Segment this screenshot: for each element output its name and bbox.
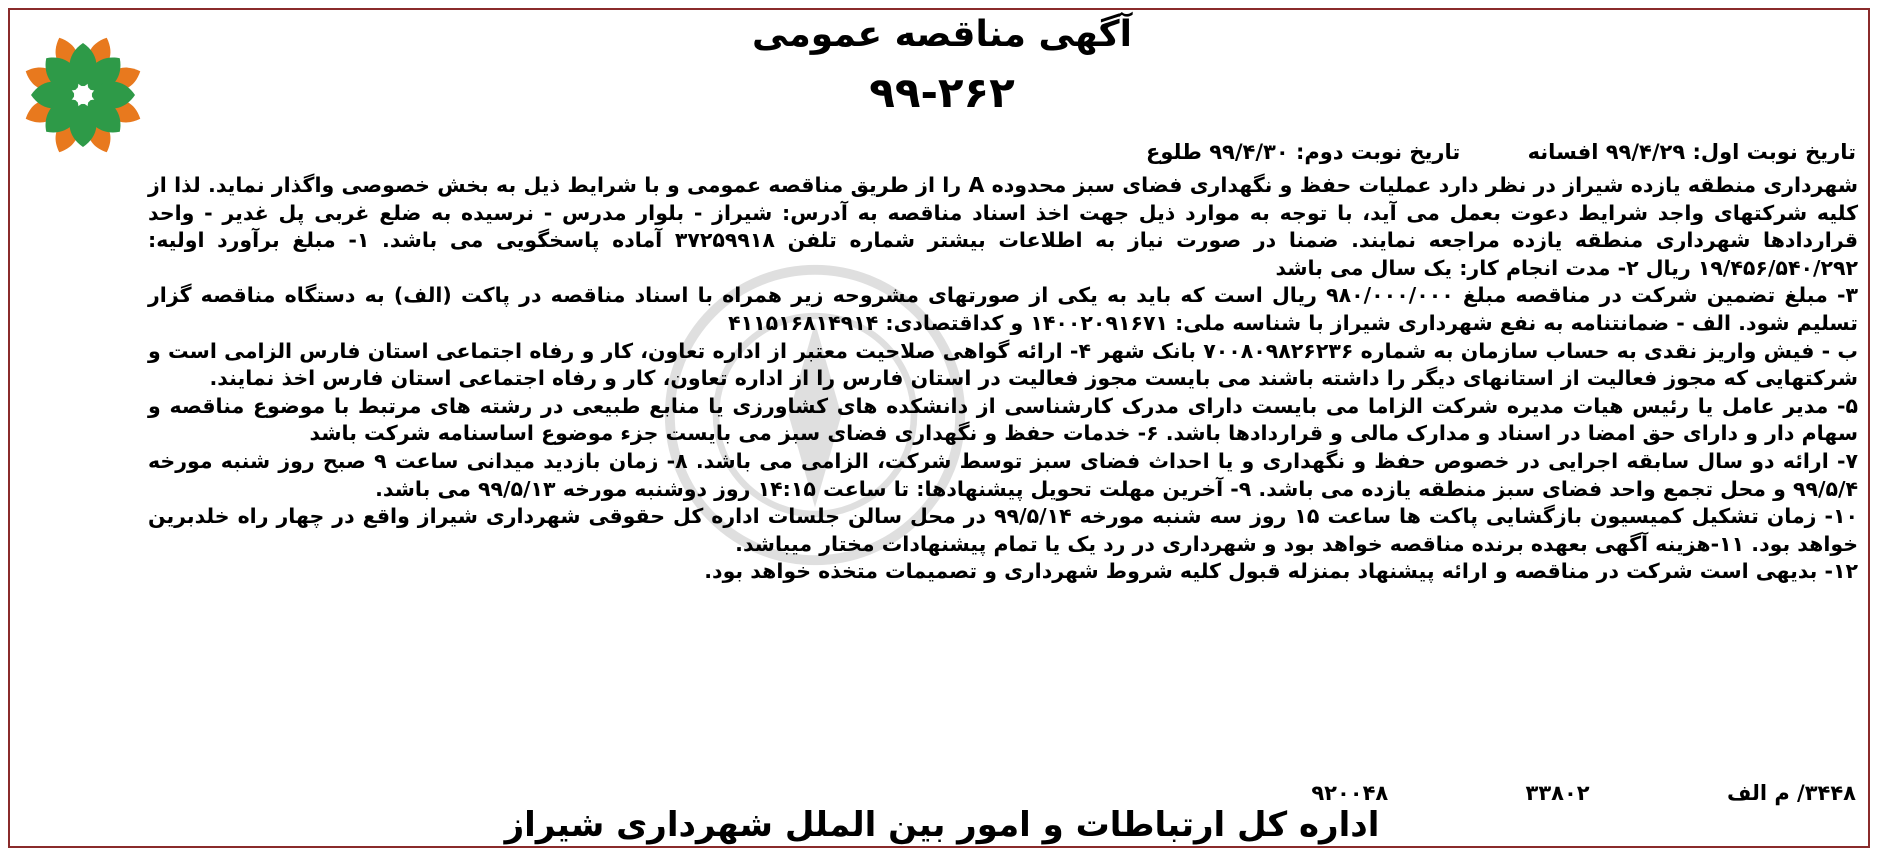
- notice-number: ۹۹-۲۶۲: [869, 68, 1015, 117]
- notice-paragraph: ۳- مبلغ تضمین شرکت در مناقصه مبلغ ۹۸۰/۰۰۰/۰۰۰ ریال است که باید به یکی از صورتهای مشروحه زیر همراه با اسناد مناقصه در پاکت (الف) به دستگاه مناقصه گزار تسلیم شود. الف - ضمانتنامه به نفع شهرداری شیراز با شناسه ملی: ۱۴۰۰۲۰۹۱۶۷۱ و کداقتصادی: ۴۱۱۵۱۶۸۱۴۹۱۴: [148, 283, 1858, 335]
- issuer-footer: اداره کل ارتباطات و امور بین الملل شهرداری شیراز: [504, 805, 1380, 845]
- publication-dates: [1086, 140, 1856, 164]
- reference-code: ۳۴۴۸/ م الف: [1726, 781, 1856, 805]
- notice-paragraph: ۱۲- بدیهی است شرکت در مناقصه و ارائه پیشنهاد بمنزله قبول کلیه شروط شهرداری و تصمیمات متخذه خواهد بود.: [704, 559, 1858, 584]
- notice-paragraph: ۷- ارائه دو سال سابقه اجرایی در خصوص حفظ و نگهداری و یا احداث فضای سبز توسط شرکت، الزامی می باشد. ۸- زمان بازدید میدانی ساعت ۹ صبح روز شنبه مورخه ۹۹/۵/۴ و محل تجمع واحد فضای سبز منطقه یازده می باشد. ۹- آخرین مهلت تحویل پیشنهادها: تا ساعت ۱۴:۱۵ روز دوشنبه مورخه ۹۹/۵/۱۳ می باشد.: [148, 448, 1858, 501]
- notice-paragraph: ۵- مدیر عامل یا رئیس هیات مدیره شرکت الزاما می بایست دارای مدرک کارشناسی از دانشکده های کشاورزی یا منابع طبیعی در رشته های مرتبط با موضوع مناقصه و سهام دار و دارای حق امضا در اسناد و مدارک مالی و قراردادها باشد. ۶- خدمات حفظ و نگهداری فضای سبز می بایست جزء موضوع اساسنامه شرکت باشد: [148, 393, 1858, 446]
- notice-title: آگهی مناقصه عمومی: [752, 14, 1132, 55]
- notice-paragraph: ب - فیش واریز نقدی به حساب سازمان به شماره ۷۰۰۸۰۹۸۲۶۲۳۶ بانک شهر ۴- ارائه گواهی صلاحیت معتبر از اداره تعاون، کار و رفاه اجتماعی استان فارس الزامی است و شرکتهایی که مجوز فعالیت از استانهای دیگر را داشته باشند می بایست مجوز فعالیت در استان فارس را از اداره تعاون، کار و رفاه اجتماعی استان فارس اخذ نمایند.: [148, 338, 1858, 391]
- notice-paragraph: ۱۰- زمان تشکیل کمیسیون بازگشایی پاکت ها ساعت ۱۵ روز سه شنبه مورخه ۹۹/۵/۱۴ در محل سالن جلسات اداره کل حقوقی شهرداری شیراز واقع در چهار راه خلدبرین خواهد بود. ۱۱-هزینه آگهی بعهده برنده مناقصه خواهد بود و شهرداری در رد یک یا تمام پیشنهادات مختار میباشد.: [148, 504, 1858, 556]
- reference-codes: [1181, 781, 1856, 805]
- reference-code: ۹۲۰۰۴۸: [1311, 781, 1389, 805]
- notice-body: [148, 172, 1858, 586]
- second-publication-date: تاریخ نوبت دوم: ۹۹/۴/۳۰ طلوع: [1146, 140, 1461, 164]
- reference-code: ۳۳۸۰۲: [1525, 781, 1590, 805]
- notice-paragraph: شهرداری منطقه یازده شیراز در نظر دارد عملیات حفظ و نگهداری فضای سبز محدوده A را از طریق مناقصه عمومی و با شرایط ذیل به بخش خصوصی واگذار نماید. لذا از کلیه شرکتهای واجد شرایط دعوت بعمل می آید، با توجه به موارد ذیل جهت اخذ اسناد مناقصه به آدرس: شیراز - بلوار مدرس - نرسیده به ضلع غربی پل غدیر - واحد قراردادها شهرداری منطقه یازده مراجعه نمایند. ضمنا در صورت نیاز به اطلاعات بیشتر شماره تلفن ۳۷۲۵۹۹۱۸ آماده پاسخگویی می باشد. ۱- مبلغ برآورد اولیه: ۱۹/۴۵۶/۵۴۰/۲۹۲ ریال ۲- مدت انجام کار: یک سال می باشد: [148, 173, 1858, 280]
- first-publication-date: تاریخ نوبت اول: ۹۹/۴/۲۹ افسانه: [1527, 140, 1856, 164]
